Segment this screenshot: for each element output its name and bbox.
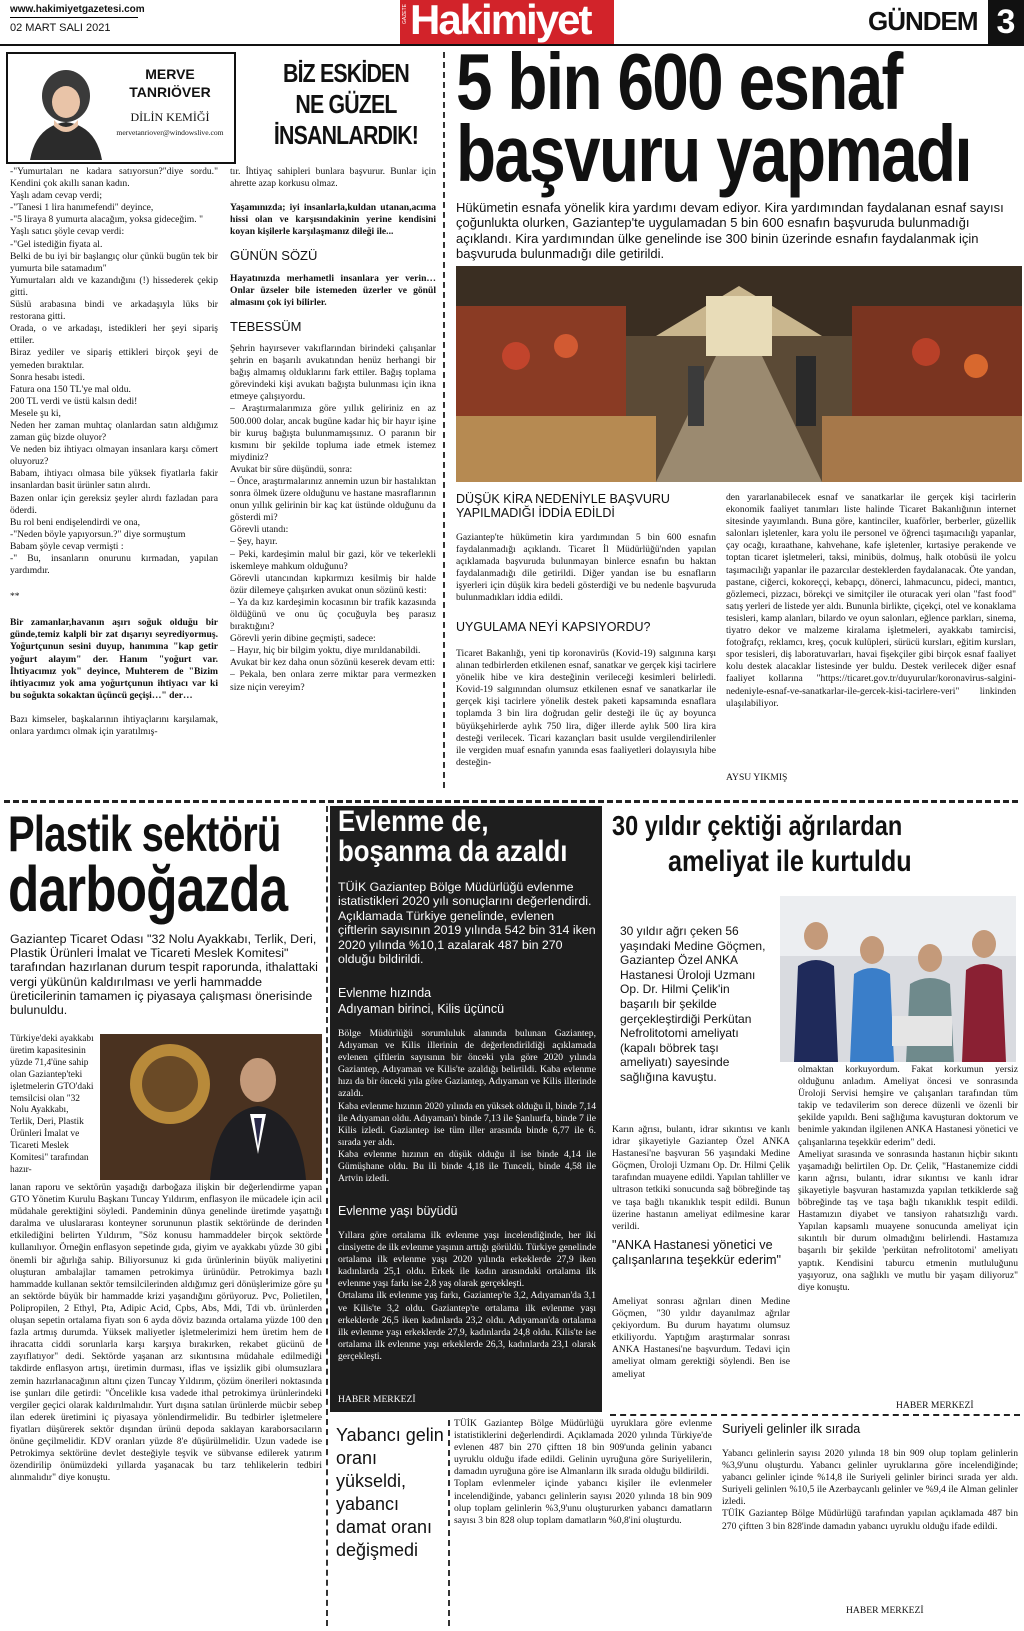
yabanci-body-2: Yabancı gelinlerin sayısı 2020 yılında 18 bin 909 olup toplam gelinlerin %3,9'unu oluşturdu. Yabancı gelinler uyruklarına göre incelendiğinde; yabancı gelinler içinde %14,8 ile Suriyeli gelinler birinci sırada yer aldı. Suriyeli gelinlerı %10,5 ile Azerbaycanlı gelinler ve %9,4 ile Alman gelinler izledi. TÜİK Gaziantep Bölge Müdürlüğü tarafından yapılan açıklamada 487 bin 270 çiftten 3 bin 828'inde damadın yabancı uyruklu olduğu ifade edildi.: [722, 1448, 1018, 1532]
column-headline: BİZ ESKİDEN NE GÜZEL İNSANLARDIK!: [273, 58, 419, 150]
evlenme-subhead-1a: Evlenme hızında: [338, 986, 432, 1000]
yabanci-byline: HABER MERKEZİ: [846, 1605, 924, 1616]
column-paragraph: Bir zamanlar,havanın aşırı soğuk olduğu bir günde,temiz kalpli bir zat dışarıyı seyrediyormuş. Yoğurtçunun sesini duyup, hanımına "kap getir yoğurt alayım" der. Hanım "yoğurt var. İhtiyacımız yok" deyince, Muhterem de "Bizim ihtiyacımız yok ama yoğurtçunun ihtiyacı var ki bu soğukta sokaktan üçüncü geçişi…" der…: [10, 617, 218, 701]
page-number: 3: [988, 0, 1024, 44]
columnist-email[interactable]: mervetanriover@windowslive.com: [116, 128, 224, 137]
lead-headline-2: başvuru yapmadı: [456, 109, 971, 198]
column-divider: [448, 1420, 450, 1626]
ameliyat-headline-2: ameliyat ile kurtuldu: [668, 845, 912, 878]
hospital-photo: [780, 896, 1016, 1062]
column-paragraph: tır. İhtiyaç sahipleri bunlara başvurur. Bunlar için ahrette azap korkusu olmaz.: [230, 166, 436, 190]
lead-body-3: den yararlanabilecek esnaf ve sanatkarlar ile gerçek kişi tacirlerin ekonomik faaliyet tanımları liste halinde Ticaret Bakanlığının internet sitesinde yayımlandı. Buna göre, kantinciler, kuaförler, berberler, güzellik salonları işletenler, kara yolu ile personel ve öğrenci taşımacılığı yapanlar, çay ocağı, kıraathane, kahvehane, kafe işletenler, kırtasiye perakende ve toptan ticaret işletmeleri, taksi, minibüs, dolmuş, halk otobüsü ile yolcu taşımacılığı yapanlar ile pazarcılar desteklerden faydalanacak. Öte yandan, pastane, ciğerci, kokoreççi, kebapçı, dönerci, lahmacuncu, pideci, mantıcı, gözlemeci, pizzacı, börekçi ve simitçiler ile oturacak yeri olan "fast food" satış yerleri de listede yer aldı. Bununla birlikte, çiçekçi, otel ve konaklama tesisleri, kamp alanları, bilardo ve oyun salonları, eğlence parkları, sinema, tiyatro dekor ve malzeme kiralama işletmeleri, ayakkabı tamircisi, fotoğrafçı, reklamcı, kreş, çocuk kulüpleri, sürücü kursları, eğitim kursları, spor tesisleri, diş laboratuvarları, havai fişekçiler gibi birçok esnaf faaliyet kolu destek alacaklar listesinde yer buldu. Destek verilecek diğer esnaf faaliyet kollarına "https://ticaret.gov.tr/duyurular/koronavirus-salgini-nedeniyle-esnaf-ve-sanatkarlar-ile-gercek-kisi-tacirlere-veri" linkinden ulaşılabiliyor.: [726, 492, 1016, 709]
column-subheading: GÜNÜN SÖZÜ: [230, 248, 318, 264]
lead-headline-1: 5 bin 600 esnaf: [456, 37, 902, 126]
issue-date: 02 MART SALI 2021: [10, 22, 111, 34]
column-paragraph: Bazı kimseler, başkalarının ihtiyaçlarını karşılamak, onlara yardımcı olmak için yaratılmış-: [10, 713, 218, 738]
ameliyat-quote: "ANKA Hastanesi yönetici ve çalışanlarına teşekkür ederim": [612, 1238, 781, 1267]
columnist-name-1: MERVE: [145, 66, 195, 82]
plastik-body: lanan raporu ve sektörün yaşadığı darboğaza ilişkin bir değerlendirme yapan GTO Yönetim Kurulu Başkanı Tuncay Yıldırım, enflasyon ile mücadele için acil müdahale gerektiğini söyledi. Pandeminin dünya genelinde üretimde yaşattığı daralma ve uluslararası konteyner sorununun plastik sektöründe de derinden etkilediğini belirten Yıldırım, "Söz konusu hammaddeler birçok sektörde kullanılıyor. Örneğin enflasyon sepetinde gıda, giyim ve ayakkabı yüzde 30 gibi önemli bir ağırlığa sahip. Biliyorsunuz ki gıda ürünlerinin büyük maliyetini oluşturan ambalajlar tamamen petrokimya ürünüdür. Petrokimya bazlı hammadde kullanan sektör temsilcilerinden aldığımız geri dönüşlerimize göre şu an sektörde büyük bir hammadde krizi yaşandığını görüyoruz. Pvc, Polietilen, Polipropilen, 2 Ethyl, Pta, Adipic Acid, Cpbs, Abs, Mdi, Tdi vb. ürünlerden oluşan sepetin ortalama fiyatı son 6 ayda döviz bazında ortalama yüzde 100 den fazla artmış durumda. Yüksek maliyetler işletmelerimizi hem üretim hem de ihracatta ciddi sorunlarla karşı karşıya bırakırken, rekabet gücünü de zayıflatıyor" dedi. Sektörde yaşanan arz sıkıntısına müdahale edilmediği takdirde enflasyon artışı, üretimin durması, iflas ve işsizlik gibi olumsuzlara zemin hazırlanacağının altını çizen Tuncay Yıldırım, çözüm önerileri noktasında ise şunları dile getirdi: "Öncelikle kısa vadede ithal petrokimya ürünlerindeki vergiler geçici olarak kaldırılmalıdır. Yurt dışına satılan ürünlerde mücbir sebep ilan ederek üretimini iç piyasaya yönlendirmelidir. Bu tedbirler işletmelere fiyatları düşürerek sektör dışından ürünü depoda saklayan karaborsacıların önüne geçilmelidir. KDV oranları yüzde 8'e düşürülmelidir. Uzun vadede ise Petrokimya sektörüne devlet desteğiyle teşvik ve sübvanse edilerek yatırım özendirilip önümüzdeki yıllarda yaşanacak bu tarz tehlikelerin tedbiri alınmalıdır" diye konuştu.: [10, 1182, 322, 1484]
columnist-box: [6, 52, 236, 164]
column-body-left: [10, 166, 218, 784]
evlenme-body-2: Yıllara göre ortalama ilk evlenme yaşı incelendiğinde, her iki cinsiyette de ilk evlenme yaşının arttığı görüldü. Türkiye genelinde ortalama ilk evlenme yaşı 2020 yılında erkeklerde 27,9 iken kadınlarda 25,1 oldu. Erkek ile kadın arasındaki ortalama ilk evlenme yaşı farkı ise 2,8 yaş olarak gerçekleşti. Ortalama ilk evlenme yaş farkı, Gaziantep'te 3,2, Adıyaman'da 3,1 ve Kilis'te 3,2 oldu. Gaziantep'te ortalama ilk evlenme yaşı erkeklerde 26,5 iken kadınlarda 23,2 oldu. Adıyaman'da ortalama ilk evlenme yaşı erkeklerde 27,9, kadınlarda 24,8 oldu. Kilis'te ise ortalama ilk evlenme yaşı erkeklerde 26,3, kadınlarda 23,1 olarak gerçekleşti.: [338, 1230, 596, 1362]
column-body-right: [230, 166, 436, 786]
plastik-headline-1: Plastik sektörü: [8, 806, 281, 862]
lead-body-1: Gaziantep'te hükümetin kira yardımından 5 bin 600 esnafın faydalanmadığı açıklandı. Ticaret İl Müdürlüğü'nden yapılan açıklamada başvuruda bulunmayan binlerce esnafın bu haktan faydalanmadığı dile getirildi. Diğer yandan ise bu esnafların işyerleri için düşük kira bedeli gösterdiği ve bu nedenle başvuruda bulunmadıkları iddia edildi.: [456, 532, 716, 604]
ameliyat-headline-1: 30 yıldır çektiği ağrılardan: [612, 810, 903, 841]
lead-subhead-2: UYGULAMA NEYİ KAPSIYORDU?: [456, 620, 651, 634]
yabanci-headline: Yabancı gelin oranı yükseldi, yabancı damat oranı değişmedi: [336, 1425, 444, 1560]
section-divider: [610, 1414, 1020, 1416]
lead-deck: Hükümetin esnafa yönelik kira yardımı devam ediyor. Kira yardımından faydalanan esnaf sayısı çoğunlukta olurken, Gaziantep'te uygulamadan 5 bin 600 esnafın başvuruda bulunmadığı açıklandı. Kira yardımından ülke genelinde ise 300 binin üzerinde esnafın faydalanmak için başvuruda bulunmadığı dile getirildi.: [456, 200, 1004, 262]
yabanci-body-1: TÜİK Gaziantep Bölge Müdürlüğü uyruklara göre evlenme istatistiklerini değerlendirdi. Açıklamada 2020 yılında Türkiye'de evlenen 487 bin 270 çiftten 18 bin 909'unda gelinin yabancı uyruklu olduğu ifade edildi. Gelinin uyruğuna göre Suriyelilerin, damadın uyruğuna göre ise Almanların ilk sırada olduğu bildirildi. Toplam evlenmeler içinde yabancı kişiler ile evlenmeler incelendiğinde, yabancı gelinlerin sayısı 2020 yılında 18 bin 909 olup toplam gelinlerin %3,9'unu oluştururken yabancı damatların sayısı 3 bin 828 olup toplam damatların %0,8'ini oluşturdu.: [454, 1418, 712, 1526]
yabanci-subhead: Suriyeli gelinler ilk sırada: [722, 1422, 861, 1436]
evlenme-deck: TÜİK Gaziantep Bölge Müdürlüğü evlenme istatistikleri 2020 yılı sonuçlarını değerlendirdi. Açıklamada Türkiye genelinde, evlenen çiftlerin sayısının 2019 yılında 542 bin 314 iken 2020 yılında %10,1 azalarak 487 bin 270 olduğu bildirildi.: [338, 880, 596, 967]
ameliyat-byline: HABER MERKEZİ: [896, 1400, 974, 1411]
plastik-headline-2: darboğazda: [8, 853, 288, 925]
plastik-photo: [100, 1034, 322, 1180]
evlenme-box: [330, 806, 602, 1412]
ameliyat-deck: 30 yıldır ağrı çeken 56 yaşındaki Medine Göçmen, Gaziantep Özel ANKA Hastanesi Üroloji Uzmanı Op. Dr. Hilmi Çelik'in başarılı bir şekilde gerçekleştirdiği Perkütan Nefrolitotomi ameliyatı (kapalı böbrek taşı ameliyatı) sayesinde sağlığına kavuştu.: [620, 924, 766, 1084]
logo-side-label: GAZETE: [402, 4, 408, 25]
lead-subhead-1: DÜŞÜK KİRA NEDENİYLE BAŞVURU YAPILMADIĞI İDDİA EDİLDİ: [456, 492, 670, 520]
column-paragraph: -"Yumurtaları ne kadara satıyorsun?"diye sordu." Kendini çok akıllı sanan kadın. Yaşlı adam cevap verdi; -"Tanesi 1 lira hanımefendi" deyince, -"5 liraya 8 yumurta alacağım, yoksa gideceğim. " Yaşlı satıcı şöyle cevap verdi: -"Gel istediğin fiyata al. Belki de bu iyi bir başlangıç olur çünkü bugün tek bir yumurta bile satamadım" Yumurtaları aldı ve kazandığını (!) hissederek çekip gitti. Süslü arabasına bindi ve arkadaşıyla lüks bir restorana gitti. Orada, o ve arkadaşı, istedikleri her şeyi sipariş ettiler. Biraz yediler ve sipariş ettikleri birçok şeyi de yemeden bıraktılar. Sonra hesabı istedi. Fatura ona 150 TL'ye mal oldu. 200 TL verdi ve üstü kalsın dedi! Mesele şu ki, Neden her zaman muhtaç olanlardan satın aldığımız zaman güç bizde oluyor? Ve neden biz ihtiyacı olmayan insanlara karşı cömert oluyoruz? Babam, ihtiyacı olmasa bile yüksek fiyatlarla fakir insanlardan basit ürünler satın alırdı. Bazen onlar için gereksiz şeyler alırdı fazladan para öderdi. Bu rol beni endişelendirdi ve ona, -"Neden böyle yapıyorsun.?" diye sormuştum Babam şöyle cevap vermişti : -" Bu, insanların onurunu kırmadan, yapılan yardımdır.: [10, 166, 218, 577]
evlenme-headline-2: boşanma da azaldı: [338, 835, 568, 868]
evlenme-subhead-2: Evlenme yaşı büyüdü: [338, 1204, 458, 1218]
logo-text: Hakimiyet: [410, 0, 591, 43]
plastik-wrap-text: Türkiye'deki ayakkabı üretim kapasitesinin yüzde 71,4'üne sahip olan Gaziantep'teki işletmelerin GTO'daki temsilcisi olan "32 Nolu Ayakkabı, Terlik, Deri, Plastik Ürünleri İmalat ve Ticareti Meslek Komitesi" tarafından hazır-: [10, 1034, 94, 1175]
plastik-deck: Gaziantep Ticaret Odası "32 Nolu Ayakkabı, Terlik, Deri, Plastik Ürünleri İmalat ve Ticareti Meslek Komitesi" tarafından hazırlanan durum tespit raporunda, ithalattaki vergi yükünün kaldırılması ve yerli hammadde üreticilerinin tamamen iç piyasaya çalışması önerisinde bulunuldu.: [10, 932, 318, 1018]
columnist-name-2: TANRIÖVER: [129, 84, 211, 100]
column-paragraph: Şehrin hayırsever vakıflarından birindeki çalışanlar şehrin en başarılı avukatından henüz herhangi bir bağış almamış olduklarını fark ettiler. Bağış toplama görevindeki kişi avukatı bağışta bulunması için ikna etmeye çalışıyordu. – Araştırmalarımıza göre yıllık geliriniz en az 500.000 dolar, ancak bugüne kadar hiç bir hayır işine bir kuruş bağışta bulunmamışsınız. O paranın bir kısmını bir şekilde topluma iade etmek istemez miydiniz? Avukat bir süre düşündü, sonra: – Önce, araştırmalarınız annemin uzun bir hastalıktan sonra ölmek üzere olduğunu ve hastane masraflarının onun yıllık gelirinin bir kaç kat üstünde olduğunu da gösterdi mi? Görevli utandı: – Şey, hayır. – Peki, kardeşimin malul bir gazi, kör ve tekerlekli iskemleye mahkum olduğunu? Görevli utancından kıpkırmızı kesilmiş bir halde özür dilemeye çalışırken avukat onun sözünü kesti: – Ya da kız kardeşimin kocasının bir trafik kazasında öldüğünü ve onu üç çocuğuyla beş parasız bıraktığını? Görevli yerin dibine geçmişti, sadece: – Hayır, hiç bir bilgim yoktu, diye mırıldanabildi. Avukat bir kez daha onun sözünü keserek devam etti: – Pekala, ben onlara zerre miktar para vermezken size niçin vereyim?: [230, 342, 436, 693]
column-divider: [443, 52, 445, 788]
column-subheading: TEBESSÜM: [230, 318, 302, 334]
evlenme-headline-1: Evlenme de,: [338, 805, 489, 838]
columnist-photo: [24, 60, 108, 160]
column-divider: [326, 806, 328, 1626]
column-separator: **: [10, 591, 20, 603]
section-name: GÜNDEM: [868, 6, 978, 36]
lead-byline: AYSU YIKMIŞ: [726, 772, 788, 783]
section-divider: [4, 800, 1018, 803]
evlenme-subhead-1b: Adıyaman birinci, Kilis üçüncü: [338, 1002, 505, 1016]
site-url[interactable]: www.hakimiyetgazetesi.com: [10, 4, 145, 15]
evlenme-body-1: Bölge Müdürlüğü sorumluluk alanında bulunan Gaziantep, Adıyaman ve Kilis illerinin de değerlendirildiği açıklamada evlenen çiftlerin sayısının bir önceki yıla göre 2020 yılında Gaziantep, Adıyaman ve Kilis'te azaldığı belirtildi. Kaba evlenme hızı da bir önceki yıla göre Gaziantep, Adıyaman ve Kilis illerinde azaldı. Kaba evlenme hızının 2020 yılında en yüksek olduğu il, binde 7,14 ile Adıyaman oldu. Adıyaman'ı binde 7,13 ile Şanlıurfa, binde 7 ile Kilis izledi. Gaziantep ise tüm iller arasında binde 6,77 ile 6. sırada yer aldı. Kaba evlenme hızının en düşük olduğu il ise binde 4,14 ile Gümüşhane oldu. Bu ili binde 4,18 ile Tunceli, binde 4,58 ile Artvin izledi.: [338, 1028, 596, 1185]
column-title: DİLİN KEMİĞİ: [130, 110, 210, 124]
column-paragraph: Yaşamınızda; iyi insanlarla,kuldan utanan,acıma hissi olan ve karşısındakinin yerine kendisini koyan kişilerle karşılaşmanız dileği ile...: [230, 202, 436, 238]
lead-body-2: Ticaret Bakanlığı, yeni tip koronavirüs (Kovid-19) salgınına karşı alınan tedbirlerden etkilenen esnaf, sanatkar ve gerçek kişi tacirlere yönelik hibe ve kira desteğinin verileceği kesimleri belirledi. Kovid-19 salgınından olumsuz etkilenen esnaf ve sanatkarlar ile gerçek kişi tacirlere yönelik destek paketi kapsamında esnaflara toplamda 3 bin lira doğrudan gelir desteği ile üç ay boyunca büyükşehirlerde aylık 750 lira, diğer illerde aylık 500 lira kira desteği verilecek. Ticari kazançları basit usulde vergilendirilenler ile vergiden muaf esnafın yanında esas faaliyetleri dolayısıyla hibe desteğin-: [456, 648, 716, 768]
ameliyat-body-1: Karın ağrısı, bulantı, idrar sıkıntısı ve kanlı idrar şikayetiyle Gaziantep Özel ANKA Hastanesi'ne başvuran 56 yaşındaki Medine Göçmen, Üroloji Uzmanı Op. Dr. Hilmi Çelik tarafından muayene edildi. Yapılan tahliller ve ultrason tetkiki sonucunda sağ böbreğinde taş ve taşa bağlı tıkanıklık tespit edildi. Bunun üzerine hastanın ameliyat edilmesine karar verildi.: [612, 1124, 790, 1232]
bazaar-photo: [456, 266, 1022, 482]
column-paragraph: Hayatınızda merhametli insanlara yer verin…Onlar üzseler bile istemeden üzerler ve gönül almasını çok iyi bilirler.: [230, 272, 436, 308]
url-underline: [10, 17, 138, 18]
ameliyat-body-2: Ameliyat sonrası ağrıları dinen Medine Göçmen, "30 yıldır dayanılmaz ağrılar çekiyordum. Bu durum hayatımı olumsuz etkiliyordu. Yaptığım araştırmalar sonrası ANKA Hastanesi'ne başvurdum. Tedavi için ameliyat olmam gerektiği söylendi. Ben ise ameliyat: [612, 1296, 790, 1380]
evlenme-byline: HABER MERKEZİ: [338, 1394, 416, 1405]
ameliyat-body-3: olmaktan korkuyordum. Fakat korkumun yersiz olduğunu anladım. Ameliyat öncesi ve sonrasında Üroloji Servisi hemşire ve çalışanları tarafından tüm takip ve tedavilerim son derece düzenli ve özenli bir şekilde yapıldı. Beni sağlığıma kavuşturan doktorum ve benimle yakından ilgilenen ANKA Hastanesi yönetici ve çalışanlarına teşekkür ederim" dedi. Ameliyat sırasında ve sonrasında hastanın hiçbir sıkıntı yaşamadığı belirtilen Op. Dr. Çelik, "Hastanemize ciddi karın ağrısı, bulantı, idrar sıkıntısı ve kanlı idrar şikayetiyle başvuran hastamızda yapılan tetkiklerde sağ böbreğinde taş ve taşa bağlı tıkanıklık tespit edildi. Hastamızın diyabet ve tansiyon rahatsızlığı vardı. Yapılan kapsamlı muayene sonucunda ameliyat için sıkıntılı bir durum olmadığını belirlendi. Hastamıza başarılı bir şekilde 'perkütan nefrolitotomi' ameliyatı yaptık. Kendisini taburcu etmenin mutluluğunu yaşıyoruz, ona sağlıklı ve mutlu bir yaşam diliyoruz" diye konuştu.: [798, 1064, 1018, 1293]
